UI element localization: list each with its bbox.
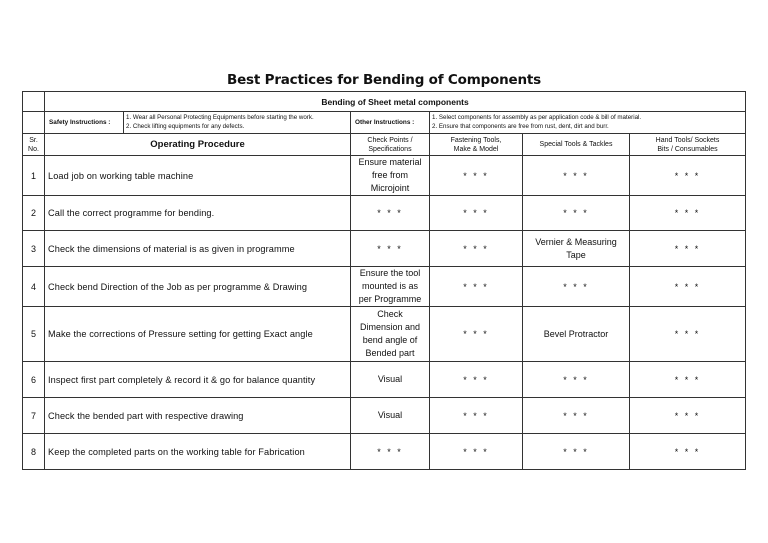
hand-tools-cell: * * * (630, 434, 746, 470)
check-points-cell (351, 196, 430, 231)
procedure-table (22, 91, 746, 470)
header-check-points-line: Check Points / (367, 136, 413, 144)
special-tools-cell (523, 267, 630, 307)
special-tools-cell (523, 196, 630, 231)
fastening-tools-cell: * * * (430, 156, 523, 196)
fastening-tools-cell: * * * (430, 398, 523, 434)
check-points-cell-line: Ensure material (358, 157, 422, 167)
hand-tools-cell: * * * (630, 196, 746, 231)
header-special-tools: Special Tools & Tackles (523, 134, 630, 156)
header-hand-tools-line: Bits / Consumables (657, 145, 718, 153)
sr-number: 7 (23, 398, 45, 434)
sr-number: 6 (23, 362, 45, 398)
hand-tools-cell: * * * (630, 307, 746, 362)
check-points-cell-line: Check (377, 309, 403, 319)
hand-tools-cell: * * * (630, 156, 746, 196)
special-tools-cell-line: Vernier & Measuring (535, 236, 617, 247)
check-points-cell-line: Bended part (365, 348, 415, 358)
special-tools-cell-line: * * * (563, 208, 589, 218)
fastening-tools-cell: * * * (430, 307, 523, 362)
table-row (23, 398, 746, 434)
special-tools-cell (523, 362, 630, 398)
special-tools-cell-line: * * * (563, 446, 589, 457)
special-tools-cell (523, 398, 630, 434)
sr-number: 1 (23, 156, 45, 196)
table-row (23, 196, 746, 231)
table-row (23, 231, 746, 267)
check-points-cell-line: per Programme (358, 294, 422, 304)
safety-line: 2. Check lifting equipments for any defects. (126, 122, 245, 130)
table-row (23, 156, 746, 196)
check-points-cell (351, 434, 430, 470)
safety-instructions-text (124, 112, 351, 134)
fastening-tools-cell: * * * (430, 231, 523, 267)
special-tools-cell (523, 156, 630, 196)
check-points-cell-line: Visual (377, 410, 403, 420)
check-points-cell (351, 362, 430, 398)
safety-line: 1. Wear all Personal Protecting Equipments before starting the work. (126, 114, 314, 121)
header-sr-no (23, 134, 45, 156)
sr-number: 4 (23, 267, 45, 307)
hand-tools-cell: * * * (630, 267, 746, 307)
check-points-cell (351, 398, 430, 434)
check-points-cell-line: bend angle of (362, 335, 418, 345)
check-points-cell-line: Ensure the tool (359, 268, 421, 278)
check-points-cell (351, 307, 430, 362)
header-sr-text: Sr. (29, 136, 38, 144)
header-fastening-line: Fastening Tools, (450, 136, 502, 144)
special-tools-cell (523, 231, 630, 267)
procedure-step: Inspect first part completely & record it & go for balance quantity (45, 362, 351, 398)
other-line: 1. Select components for assembly as per application code & bill of material. (432, 114, 642, 121)
check-points-cell-line: * * * (377, 208, 403, 218)
check-points-cell-line: * * * (377, 446, 403, 457)
sr-number: 5 (23, 307, 45, 362)
header-fastening-line: Make & Model (453, 145, 499, 153)
blank-cell (23, 112, 45, 134)
special-tools-cell-line: Bevel Protractor (543, 328, 609, 339)
corner-blank (23, 92, 45, 112)
other-instructions-text (430, 112, 746, 134)
table-row (23, 267, 746, 307)
sr-number: 8 (23, 434, 45, 470)
fastening-tools-cell: * * * (430, 362, 523, 398)
table-row (23, 362, 746, 398)
special-tools-cell-line: * * * (563, 410, 589, 421)
procedure-step: Check the bended part with respective drawing (45, 398, 351, 434)
safety-instructions-label: Safety Instructions : (45, 112, 124, 134)
check-points-cell (351, 267, 430, 307)
procedure-step: Make the corrections of Pressure setting for getting Exact angle (45, 307, 351, 362)
procedure-step: Call the correct programme for bending. (45, 196, 351, 231)
fastening-tools-cell: * * * (430, 434, 523, 470)
special-tools-cell-line: * * * (563, 170, 589, 181)
hand-tools-cell: * * * (630, 398, 746, 434)
sr-number: 2 (23, 196, 45, 231)
special-tools-cell-line: * * * (563, 281, 589, 292)
procedure-step: Check bend Direction of the Job as per programme & Drawing (45, 267, 351, 307)
check-points-cell-line: mounted is as (361, 281, 419, 291)
special-tools-cell (523, 307, 630, 362)
header-no-text: No. (28, 145, 39, 153)
header-check-points (351, 134, 430, 156)
table-subtitle: Bending of Sheet metal components (45, 92, 746, 112)
header-hand-tools-line: Hand Tools/ Sockets (655, 136, 720, 144)
page-title: Best Practices for Bending of Components (226, 72, 541, 88)
fastening-tools-cell: * * * (430, 196, 523, 231)
header-check-points-line: Specifications (368, 145, 412, 153)
procedure-step: Check the dimensions of material is as given in programme (45, 231, 351, 267)
check-points-cell-line: Dimension and (359, 322, 421, 332)
check-points-cell-line: Visual (377, 374, 403, 384)
hand-tools-cell: * * * (630, 231, 746, 267)
check-points-cell-line: free from (371, 170, 408, 180)
procedure-step: Load job on working table machine (45, 156, 351, 196)
other-instructions-label: Other Instructions : (351, 112, 430, 134)
special-tools-cell (523, 434, 630, 470)
header-fastening-tools (430, 134, 523, 156)
check-points-cell-line: Microjoint (370, 183, 410, 193)
header-hand-tools (630, 134, 746, 156)
special-tools-cell-line: * * * (563, 374, 589, 385)
table-row (23, 434, 746, 470)
fastening-tools-cell: * * * (430, 267, 523, 307)
header-operating-procedure: Operating Procedure (45, 134, 351, 156)
check-points-cell (351, 156, 430, 196)
special-tools-cell-line: Tape (566, 249, 586, 260)
table-row (23, 307, 746, 362)
check-points-cell-line: * * * (377, 243, 403, 254)
sr-number: 3 (23, 231, 45, 267)
check-points-cell (351, 231, 430, 267)
hand-tools-cell: * * * (630, 362, 746, 398)
other-line: 2. Ensure that components are free from rust, dent, dirt and burr. (432, 122, 609, 130)
procedure-step: Keep the completed parts on the working table for Fabrication (45, 434, 351, 470)
